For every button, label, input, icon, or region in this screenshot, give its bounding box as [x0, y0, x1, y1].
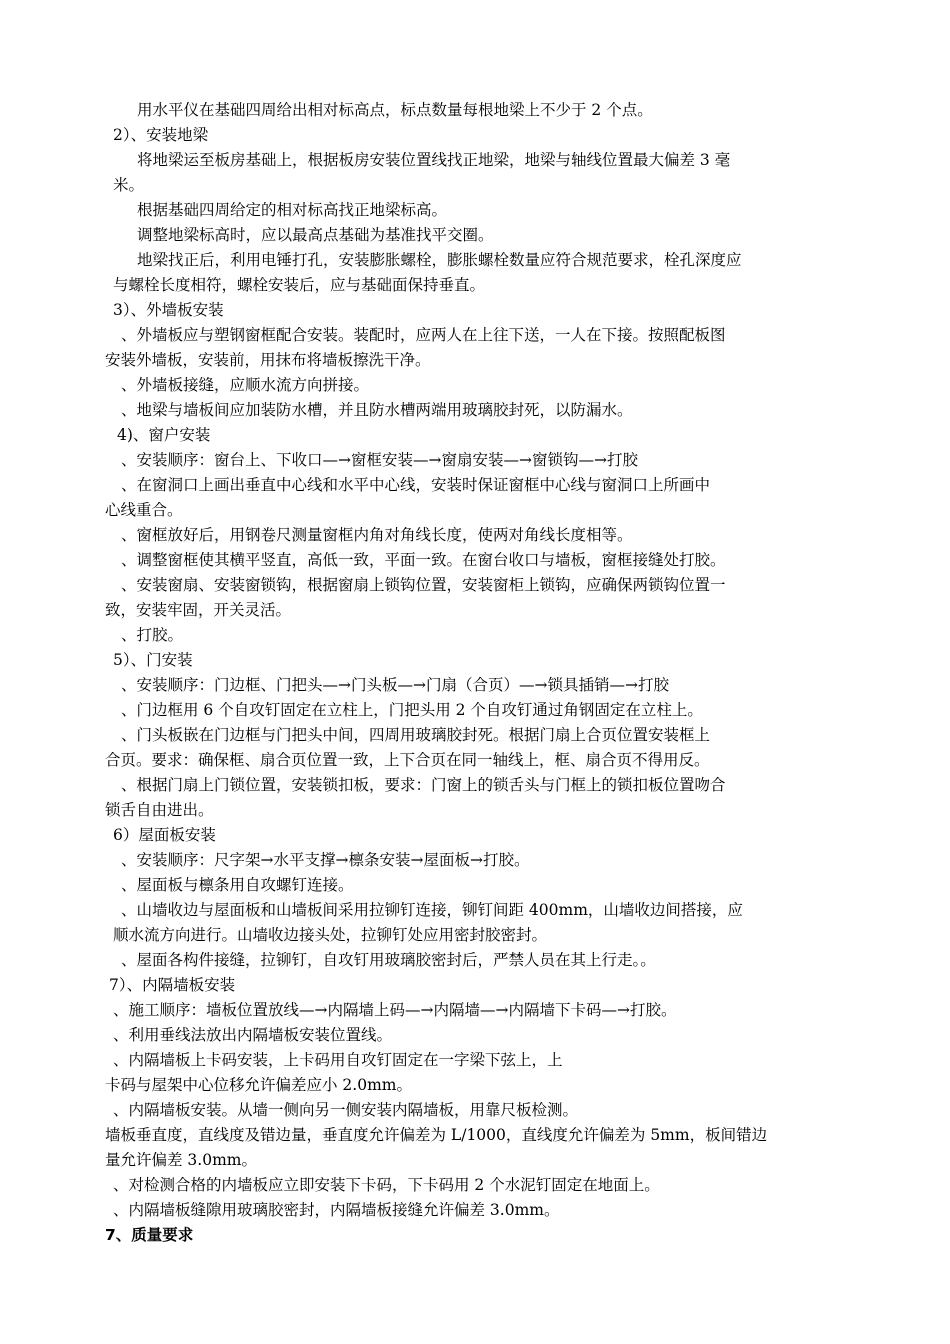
text-line: 、利用垂线法放出内隔墙板安装位置线。 — [113, 1026, 393, 1044]
text-line: 、山墙收边与屋面板和山墙板间采用拉铆钉连接，铆钉间距 400mm，山墙收边间搭接，应 — [121, 901, 743, 919]
text-line: 、安装顺序：窗台上、下收口—→窗框安装—→窗扇安装—→窗锁钩—→打胶 — [121, 451, 638, 469]
text-line: 、屋面各构件接缝，拉铆钉，自攻钉用玻璃胶密封后，严禁人员在其上行走。。 — [121, 951, 656, 969]
text-line: 、在窗洞口上画出垂直中心线和水平中心线，安装时保证窗框中心线与窗洞口上所画中 — [121, 476, 711, 494]
text-line: 、施工顺序：墙板位置放线—→内隔墙上码—→内隔墙—→内隔墙下卡码—→打胶。 — [113, 1001, 677, 1019]
section-heading: 5）、门安装 — [113, 651, 193, 669]
text-line: 、调整窗框使其横平竖直，高低一致，平面一致。在窗台收口与墙板，窗框接缝处打胶。 — [121, 551, 726, 569]
section-heading: 7）、内隔墙板安装 — [109, 976, 236, 994]
text-line: 、窗框放好后，用钢卷尺测量窗框内角对角线长度，使两对角线长度相等。 — [121, 526, 633, 544]
text-line: 心线重合。 — [105, 501, 183, 519]
text-line: 、安装顺序：门边框、门把头—→门头板—→门扇（合页）—→锁具插销—→打胶 — [121, 676, 669, 694]
section-title: 7、质量要求 — [105, 1226, 194, 1244]
text-line: 卡码与屋架中心位移允许偏差应小 2.0mm。 — [105, 1076, 412, 1094]
text-line: 、地梁与墙板间应加装防水槽，并且防水槽两端用玻璃胶封死，以防漏水。 — [121, 401, 633, 419]
text-line: 锁舌自由进出。 — [105, 801, 214, 819]
text-line: 调整地梁标高时，应以最高点基础为基准找平交圈。 — [137, 226, 494, 244]
text-line: 根据基础四周给定的相对标高找正地梁标高。 — [137, 201, 448, 219]
text-line: 墙板垂直度，直线度及错边量，垂直度允许偏差为 L/1000，直线度允许偏差为 5mm，板间错边 — [105, 1126, 768, 1144]
section-heading: 6）屋面板安装 — [113, 826, 216, 844]
text-line: 用水平仪在基础四周给出相对标高点，标点数量每根地梁上不少于 2 个点。 — [137, 101, 653, 119]
text-line: 、屋面板与檩条用自攻螺钉连接。 — [121, 876, 354, 894]
text-line: 、内隔墙板缝隙用玻璃胶密封，内隔墙板接缝允许偏差 3.0mm。 — [113, 1201, 560, 1219]
text-line: 、安装窗扇、安装窗锁钩，根据窗扇上锁钩位置，安装窗柜上锁钩，应确保两锁钩位置一 — [121, 576, 726, 594]
text-line: 、根据门扇上门锁位置，安装锁扣板，要求：门窗上的锁舌头与门框上的锁扣板位置吻合 — [121, 776, 726, 794]
section-heading: 2）、安装地梁 — [113, 126, 209, 144]
text-line: 、打胶。 — [121, 626, 184, 644]
text-line: 米。 — [113, 176, 145, 194]
text-line: 、内隔墙板上卡码安装，上卡码用自攻钉固定在一字梁下弦上，上 — [113, 1051, 563, 1069]
text-line: 致，安装牢固，开关灵活。 — [105, 601, 292, 619]
text-line: 、安装顺序：尺字架→水平支撑→檩条安装→屋面板→打胶。 — [121, 851, 530, 869]
text-line: 与螺栓长度相符，螺栓安装后，应与基础面保持垂直。 — [113, 276, 486, 294]
section-heading: 4)、窗户安装 — [117, 426, 211, 444]
text-line: 量允许偏差 3.0mm。 — [105, 1151, 257, 1169]
text-line: 合页。要求：确保框、扇合页位置一致，上下合页在同一轴线上，框、扇合页不得用反。 — [105, 751, 710, 769]
text-line: 地梁找正后，利用电锤打孔，安装膨胀螺栓，膨胀螺栓数量应符合规范要求，栓孔深度应 — [137, 251, 742, 269]
text-line: 、内隔墙板安装。从墙一侧向另一侧安装内隔墙板，用靠尺板检测。 — [113, 1101, 579, 1119]
text-line: 将地梁运至板房基础上，根据板房安装位置线找正地梁，地梁与轴线位置最大偏差 3 毫 — [137, 151, 731, 169]
text-line: 、外墙板应与塑钢窗框配合安装。装配时，应两人在上往下送，一人在下接。按照配板图 — [121, 326, 726, 344]
section-heading: 3）、外墙板安装 — [113, 301, 224, 319]
text-line: 安装外墙板，安装前，用抹布将墙板擦洗干净。 — [105, 351, 431, 369]
text-line: 顺水流方向进行。山墙收边接头处，拉铆钉处应用密封胶密封。 — [113, 926, 548, 944]
text-line: 、门头板嵌在门边框与门把头中间，四周用玻璃胶封死。根据门扇上合页位置安装框上 — [121, 726, 711, 744]
text-line: 、外墙板接缝，应顺水流方向拼接。 — [121, 376, 370, 394]
text-line: 、门边框用 6 个自攻钉固定在立柱上，门把头用 2 个自攻钉通过角钢固定在立柱上。 — [121, 701, 703, 719]
text-line: 、对检测合格的内墙板应立即安装下卡码，下卡码用 2 个水泥钉固定在地面上。 — [113, 1176, 660, 1194]
